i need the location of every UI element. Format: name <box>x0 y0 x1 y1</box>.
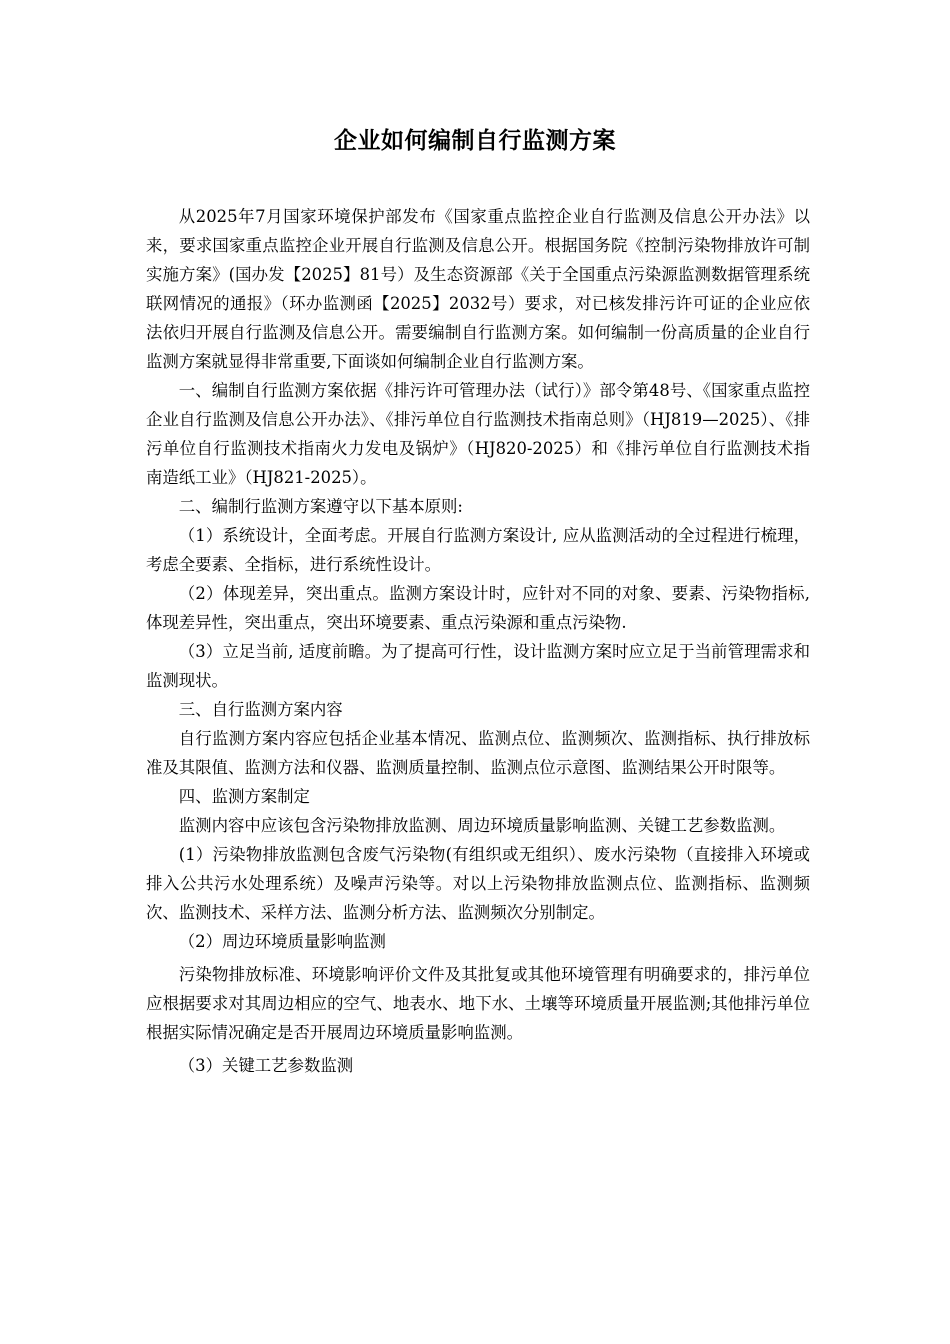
paragraph-item-3-heading: （3）关键工艺参数监测 <box>178 1056 354 1075</box>
paragraph-principle-2: （2）体现差异，突出重点。监测方案设计时，应针对不同的对象、要素、污染物指标, 体现差异性，突出重点，突出环境要素、重点污染源和重点污染物. <box>146 584 810 632</box>
paragraph-principle-1: （1）系统设计，全面考虑。开展自行监测方案设计, 应从监测活动的全过程进行梳理，考虑全要素、全指标，进行系统性设计。 <box>146 526 810 574</box>
paragraph-section-3-heading: 三、自行监测方案内容 <box>178 700 343 719</box>
paragraph-item-2-content: 污染物排放标准、环境影响评价文件及其批复或其他环境管理有明确要求的，排污单位应根据要求对其周边相应的空气、地表水、地下水、土壤等环境质量开展监测;其他排污单位根据实际情况确定是否开展周边环境质量影响监测。 <box>146 965 810 1042</box>
paragraph-principle-3: （3）立足当前, 适度前瞻。为了提高可行性，设计监测方案时应立足于当前管理需求和监测现状。 <box>146 642 810 690</box>
paragraph-section-1: 一、编制自行监测方案依据《排污许可管理办法（试行）》部令第48号、《国家重点监控企业自行监测及信息公开办法》、《排污单位自行监测技术指南总则》（HJ819—2025）、《排污单位自行监测技术指南火力发电及锅炉》（HJ820-2025）和《排污单位自行监测技术指南造纸工业》（HJ821-2025）。 <box>146 381 810 487</box>
paragraph-item-2-heading: （2）周边环境质量影响监测 <box>178 932 386 951</box>
paragraph-section-3-content: 自行监测方案内容应包括企业基本情况、监测点位、监测频次、监测指标、执行排放标准及其限值、监测方法和仪器、监测质量控制、监测点位示意图、监测结果公开时限等。 <box>146 729 810 777</box>
document-title: 企业如何编制自行监测方案 <box>334 128 616 154</box>
paragraph-intro: 从2025年7月国家环境保护部发布《国家重点监控企业自行监测及信息公开办法》以来，要求国家重点监控企业开展自行监测及信息公开。根据国务院《控制污染物排放许可制实施方案》(国办发【2025】81号）及生态资源部《关于全国重点污染源监测数据管理系统联网情况的通报》（环办监测函【2025】2032号）要求，对已核发排污许可证的企业应依法依归开展自行监测及信息公开。需要编制自行监测方案。如何编制一份高质量的企业自行监测方案就显得非常重要,下面谈如何编制企业自行监测方案。 <box>146 207 810 371</box>
paragraph-section-4-heading: 四、监测方案制定 <box>178 787 310 806</box>
document-body <box>146 202 810 1080</box>
paragraph-item-1: (1）污染物排放监测包含废气污染物(有组织或无组织）、废水污染物（直接排入环境或排入公共污水处理系统）及噪声污染等。对以上污染物排放监测点位、监测指标、监测频次、监测技术、采样方法、监测分析方法、监测频次分别制定。 <box>146 845 810 922</box>
paragraph-section-2-heading: 二、编制行监测方案遵守以下基本原则: <box>178 497 463 516</box>
paragraph-section-4-intro: 监测内容中应该包含污染物排放监测、周边环境质量影响监测、关键工艺参数监测。 <box>178 816 786 835</box>
